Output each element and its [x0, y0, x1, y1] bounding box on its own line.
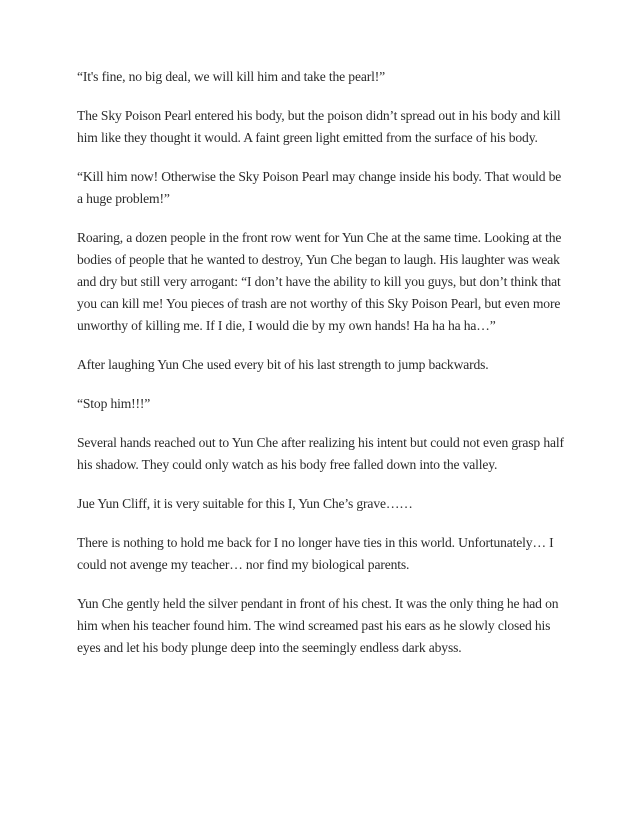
paragraph-5: After laughing Yun Che used every bit of his last strength to jump backwards. — [77, 357, 489, 372]
paragraph-4: Roaring, a dozen people in the front row went for Yun Che at the same time. Looking at the bodies of people that he wanted to destroy, Yun Che began to laugh. His laughter was weak and dry but still very arrogant: “I don’t have the ability to kill you guys, but don’t think that you can kill me! You pieces of trash are not worthy of this Sky Poison Pearl, but even more unworthy of killing me. If I die, I would die by my own hands! Ha ha ha ha…” — [77, 230, 562, 333]
paragraph-2: The Sky Poison Pearl entered his body, but the poison didn’t spread out in his body and kill him like they thought it would. A faint green light emitted from the surface of his body. — [77, 108, 561, 145]
document-body — [77, 66, 567, 676]
paragraph-6: “Stop him!!!” — [77, 396, 151, 411]
paragraph-3: “Kill him now! Otherwise the Sky Poison Pearl may change inside his body. That would be a huge problem!” — [77, 169, 562, 206]
paragraph-8: Jue Yun Cliff, it is very suitable for this I, Yun Che’s grave…… — [77, 496, 413, 511]
paragraph-1: “It's fine, no big deal, we will kill him and take the pearl!” — [77, 69, 385, 84]
paragraph-7: Several hands reached out to Yun Che after realizing his intent but could not even grasp half his shadow. They could only watch as his body free falled down into the valley. — [77, 435, 564, 472]
paragraph-10: Yun Che gently held the silver pendant in front of his chest. It was the only thing he had on him when his teacher found him. The wind screamed past his ears as he slowly closed his eyes and let his body plunge deep into the seemingly endless dark abyss. — [77, 596, 559, 655]
paragraph-9: There is nothing to hold me back for I no longer have ties in this world. Unfortunately… I could not avenge my teacher… nor find my biological parents. — [77, 535, 554, 572]
